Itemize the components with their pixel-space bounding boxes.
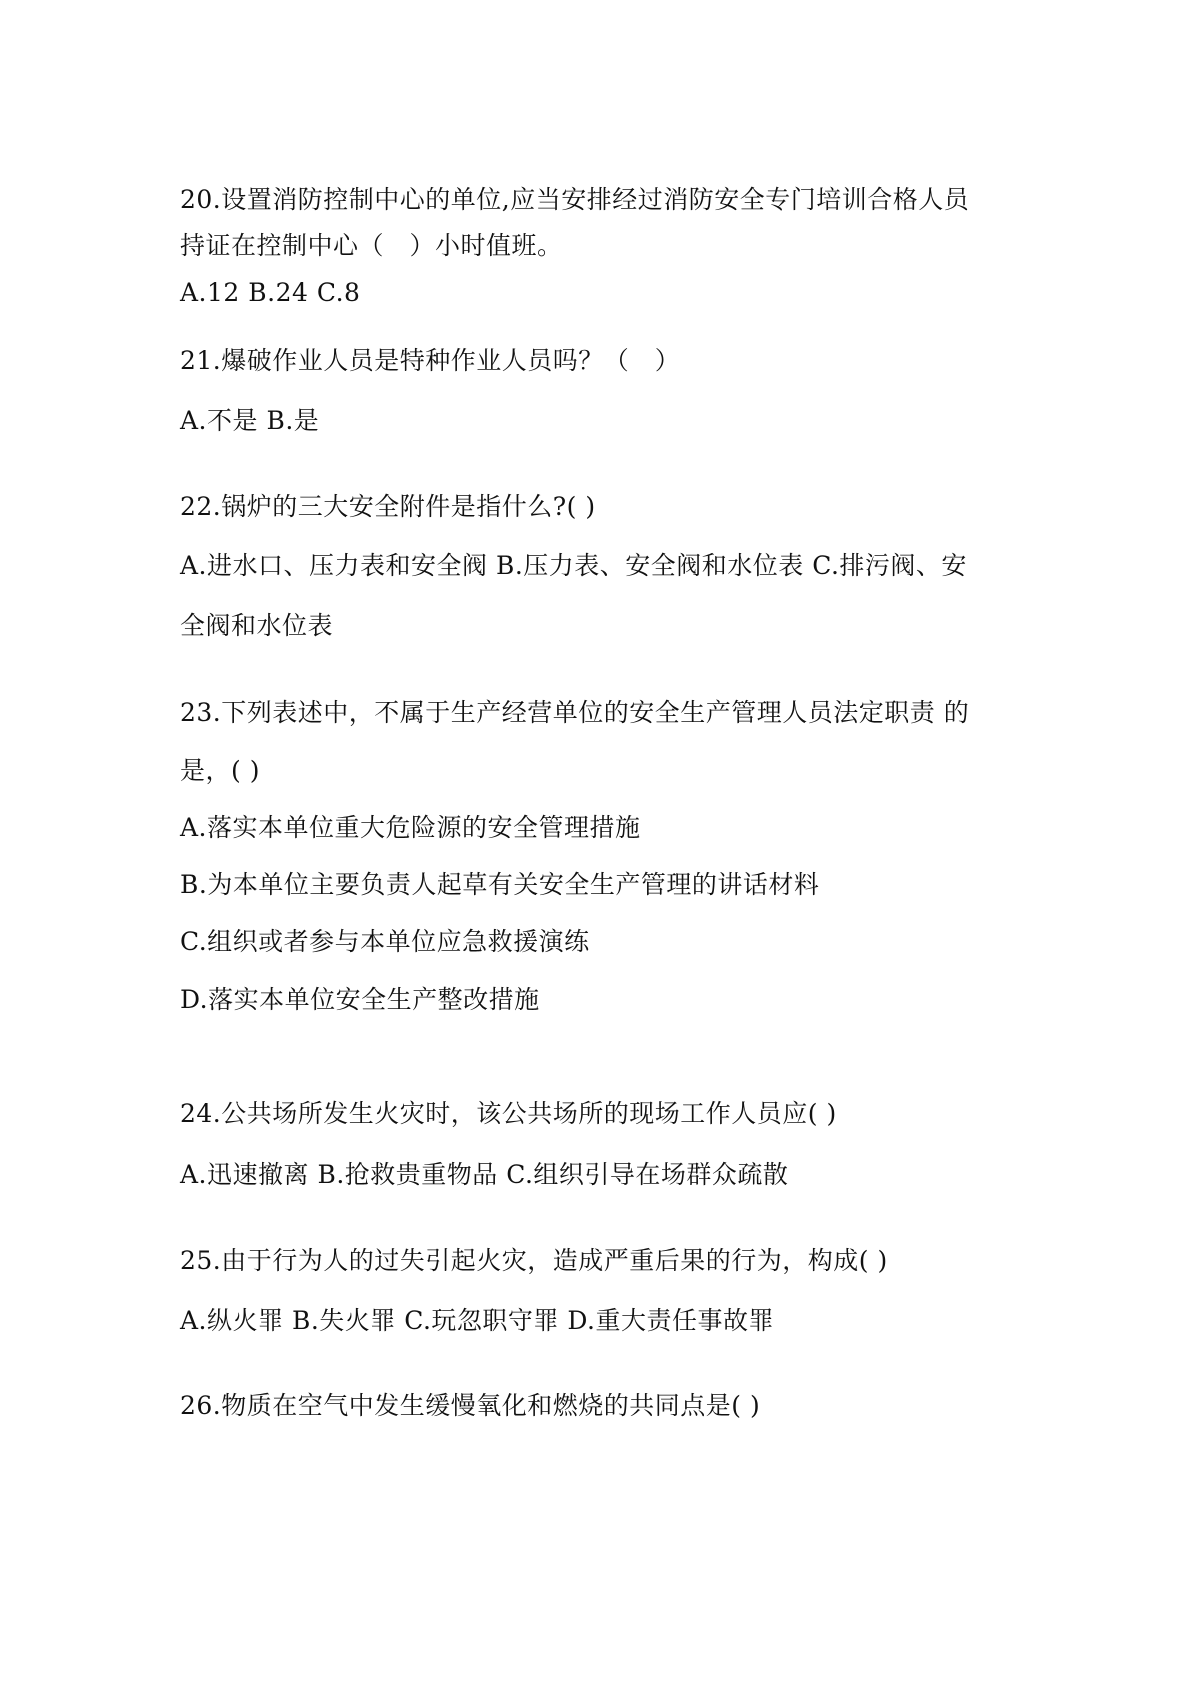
question-stem: 22.锅炉的三大安全附件是指什么?( ) (180, 492, 596, 521)
question-options: 全阀和水位表 (180, 611, 334, 640)
question-stem: 26.物质在空气中发生缓慢氧化和燃烧的共同点是( ) (180, 1391, 761, 1420)
option-a: A.落实本单位重大危险源的安全管理措施 (180, 813, 641, 842)
question-stem: 持证在控制中心（ ）小时值班。 (180, 231, 563, 260)
question-options: A.纵火罪 B.失火罪 C.玩忽职守罪 D.重大责任事故罪 (180, 1306, 774, 1335)
option-d: D.落实本单位安全生产整改措施 (180, 985, 540, 1014)
question-options: A.12 B.24 C.8 (180, 278, 361, 307)
question-stem: 23.下列表述中，不属于生产经营单位的安全生产管理人员法定职责 的 (180, 698, 970, 727)
option-c: C.组织或者参与本单位应急救援演练 (180, 927, 590, 956)
question-stem: 25.由于行为人的过失引起火灾，造成严重后果的行为，构成( ) (180, 1246, 888, 1275)
question-options: A.不是 B.是 (180, 406, 320, 435)
question-stem: 24.公共场所发生火灾时，该公共场所的现场工作人员应( ) (180, 1099, 837, 1128)
question-stem: 20.设置消防控制中心的单位,应当安排经过消防安全专门培训合格人员 (180, 185, 970, 214)
question-stem: 21.爆破作业人员是特种作业人员吗？（ ） (180, 346, 681, 375)
question-stem: 是，( ) (180, 756, 260, 785)
question-options: A.迅速撤离 B.抢救贵重物品 C.组织引导在场群众疏散 (180, 1160, 789, 1189)
question-options: A.进水口、压力表和安全阀 B.压力表、安全阀和水位表 C.排污阀、安 (180, 551, 967, 580)
option-b: B.为本单位主要负责人起草有关安全生产管理的讲话材料 (180, 870, 820, 899)
